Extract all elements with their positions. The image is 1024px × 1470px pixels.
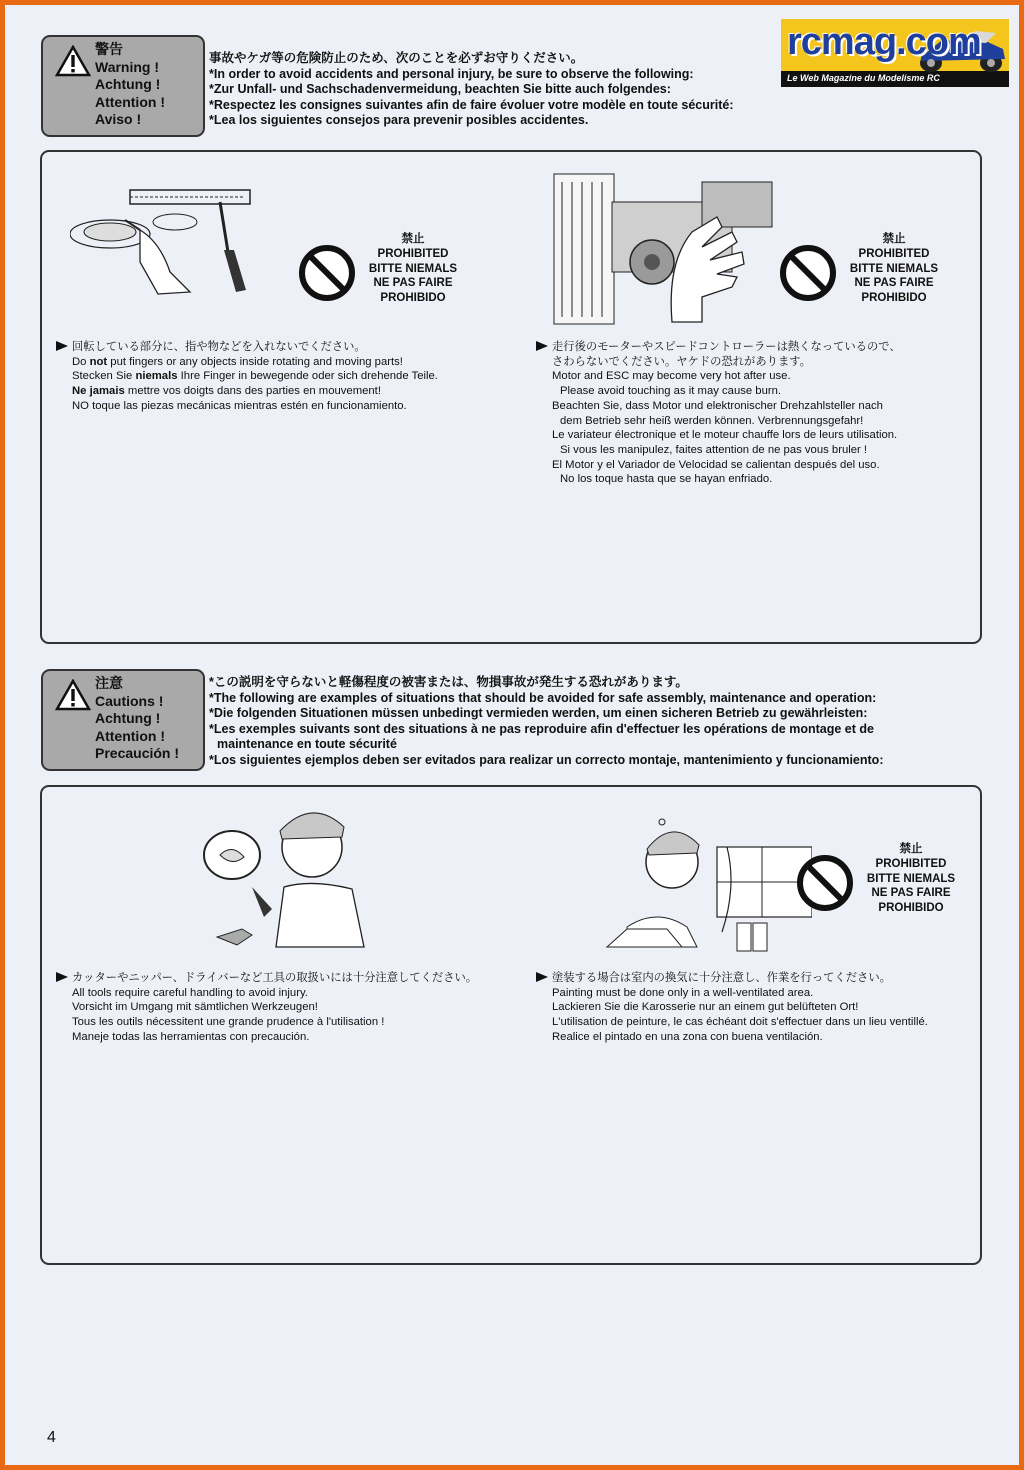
warning-line: *Zur Unfall- und Sachschadenvermeidung, beachten Sie bitte auch folgendes: xyxy=(209,82,671,96)
motor-line: さわらないでください。ヤケドの恐れがあります。 xyxy=(552,355,811,368)
motor-line: Please avoid touching as it may cause burn. xyxy=(560,385,782,398)
prohibited-text xyxy=(358,232,468,306)
painting-illustration xyxy=(587,797,812,967)
prohibited-fr: NE PAS FAIRE xyxy=(871,887,951,900)
painting-text xyxy=(552,971,928,1045)
painting-line: Realice el pintado en una zona con buena ventilación. xyxy=(552,1030,823,1043)
rotating-fr-bold: Ne jamais xyxy=(72,385,125,398)
bullet-arrow-icon xyxy=(536,341,548,351)
warning-label-jp: 警告 xyxy=(95,41,123,57)
rotating-de-line xyxy=(72,369,438,384)
warning-panel xyxy=(40,150,982,644)
motor-line: Beachten Sie, dass Motor und elektronischer Drehzahlsteller nach xyxy=(552,399,883,412)
prohibited-es: PROHIBIDO xyxy=(380,292,446,305)
prohibited-es: PROHIBIDO xyxy=(878,902,944,915)
prohibited-text xyxy=(856,842,966,916)
warning-label-fr: Attention ! xyxy=(95,93,165,110)
caution-line: *Die folgenden Situationen müssen unbedingt vermieden werden, um einen sicheren Betrieb zu gewährleisten: xyxy=(209,706,868,720)
motor-line: Le variateur électronique et le moteur chauffe lors de leurs utilisation. xyxy=(552,429,898,442)
bullet-arrow-icon xyxy=(536,972,548,982)
warning-label-de: Achtung ! xyxy=(95,76,161,92)
tool-injury-illustration xyxy=(192,797,392,967)
tools-line: Vorsicht im Umgang mit sämtlichen Werkzeugen! xyxy=(72,1001,318,1014)
prohibited-en: PROHIBITED xyxy=(858,247,930,260)
painting-line: L'utilisation de peinture, le cas échéant doit s'effectuer dans un lieu ventillé. xyxy=(552,1016,928,1029)
bullet-arrow-icon xyxy=(56,341,68,351)
prohibited-de: BITTE NIEMALS xyxy=(866,872,956,885)
prohibited-jp: 禁止 xyxy=(401,233,425,245)
tools-line: カッターやニッパー、ドライバーなど工具の取扱いには十分注意してください。 xyxy=(72,972,478,984)
prohibited-text xyxy=(839,232,949,306)
warning-label-es: Aviso ! xyxy=(95,111,142,127)
rotating-en-pre: Do xyxy=(72,355,90,368)
logo-main: rcmag.com xyxy=(787,21,981,63)
painting-line: 塗装する場合は室内の換気に十分注意し、作業を行ってください。 xyxy=(552,972,891,984)
prohibited-es: PROHIBIDO xyxy=(861,292,927,305)
caution-triangle-icon xyxy=(55,679,91,711)
motor-line: dem Betrieb sehr heiß werden können. Verbrennungsgefahr! xyxy=(560,414,864,427)
prohibited-jp: 禁止 xyxy=(899,843,923,855)
tools-text xyxy=(72,971,477,1045)
caution-line: *Les exemples suivants sont des situations à ne pas reproduire afin d'effectuer les opérations de montage et de xyxy=(209,721,874,736)
motor-line: El Motor y el Variador de Velocidad se calientan después del uso. xyxy=(552,458,880,471)
warning-labels xyxy=(95,41,165,129)
logo-tagline: Le Web Magazine du Modelisme RC xyxy=(787,73,940,83)
caution-label-jp: 注意 xyxy=(95,675,123,691)
rotating-fr-post: mettre vos doigts dans des parties en mouvement! xyxy=(124,385,381,398)
prohibited-jp: 禁止 xyxy=(882,233,906,245)
rotating-en-line xyxy=(72,355,438,370)
caution-label-de: Achtung ! xyxy=(95,710,161,726)
tools-line: Maneje todas las herramientas con precaución. xyxy=(72,1030,310,1043)
tools-line: Tous les outils nécessitent une grande prudence à l'utilisation ! xyxy=(72,1016,385,1029)
warning-line: 事故やケガ等の危険防止のため、次のことを必ずお守りください。 xyxy=(209,51,584,65)
prohibited-en: PROHIBITED xyxy=(875,857,947,870)
prohibited-icon xyxy=(779,244,837,302)
caution-label-es: Precaución ! xyxy=(95,745,180,761)
rotating-jp: 回転している部分に、指や物などを入れないでください。 xyxy=(72,341,366,353)
caution-label-box xyxy=(41,669,205,771)
caution-label-fr: Attention ! xyxy=(95,727,165,744)
caution-line: maintenance en toute sécurité xyxy=(217,737,397,751)
warning-line: *Respectez les consignes suivantes afin de faire évoluer votre modèle en toute sécurité: xyxy=(209,97,734,112)
painting-line: Painting must be done only in a well-ventilated area. xyxy=(552,986,814,999)
rotating-parts-text xyxy=(72,340,438,414)
prohibited-fr: NE PAS FAIRE xyxy=(854,277,934,290)
prohibited-icon xyxy=(298,244,356,302)
caution-header-text xyxy=(209,675,883,768)
rotating-es-line: NO toque las piezas mecánicas mientras estén en funcionamiento. xyxy=(72,399,407,412)
rotating-de-bold: niemals xyxy=(135,370,178,383)
hot-motor-illustration xyxy=(552,172,777,332)
motor-line: Motor and ESC may become very hot after use. xyxy=(552,370,791,383)
warning-label-box xyxy=(41,35,205,137)
rcmag-logo[interactable] xyxy=(781,19,1009,87)
bullet-arrow-icon xyxy=(56,972,68,982)
tools-line: All tools require careful handling to avoid injury. xyxy=(72,986,308,999)
prohibited-de: BITTE NIEMALS xyxy=(849,262,939,275)
caution-panel xyxy=(40,785,982,1265)
prohibited-en: PROHIBITED xyxy=(377,247,449,260)
caution-labels xyxy=(95,675,179,763)
prohibited-de: BITTE NIEMALS xyxy=(368,262,458,275)
page-number: 4 xyxy=(47,1429,56,1446)
warning-triangle-icon xyxy=(55,45,91,77)
caution-label-en: Cautions ! xyxy=(95,692,164,709)
rotating-parts-illustration xyxy=(70,182,270,302)
rotating-de-post: Ihre Finger in bewegende oder sich drehende Teile. xyxy=(177,370,438,383)
warning-header-text xyxy=(209,51,734,129)
motor-jp-line xyxy=(552,340,901,355)
rotating-de-pre: Stecken Sie xyxy=(72,370,136,383)
motor-line: No los toque hasta que se hayan enfriado. xyxy=(560,473,773,486)
rotating-fr-line xyxy=(72,384,438,399)
motor-line: 走行後のモーターやスピードコントローラーは熱くなっているので、 xyxy=(552,341,901,353)
prohibited-fr: NE PAS FAIRE xyxy=(373,277,453,290)
warning-label-en: Warning ! xyxy=(95,58,160,75)
manual-page xyxy=(5,5,1019,1465)
caution-line: *The following are examples of situations that should be avoided for safe assembly, maintenance and operation: xyxy=(209,690,877,705)
tools-jp-line xyxy=(72,971,477,986)
prohibited-icon xyxy=(796,854,854,912)
hot-motor-text xyxy=(552,340,901,487)
caution-line: *この説明を守らないと軽傷程度の被害または、物損事故が発生する恐れがあります。 xyxy=(209,675,688,689)
painting-line: Lackieren Sie die Karosserie nur an einem gut belüfteten Ort! xyxy=(552,1001,859,1014)
motor-line: Si vous les manipulez, faites attention de ne pas vous bruler ! xyxy=(560,443,868,456)
warning-line: *Lea los siguientes consejos para prevenir posibles accidentes. xyxy=(209,113,589,127)
rotating-en-post: put fingers or any objects inside rotating and moving parts! xyxy=(107,355,403,368)
warning-line: *In order to avoid accidents and personal injury, be sure to observe the following: xyxy=(209,66,694,81)
rotating-en-bold: not xyxy=(89,355,108,368)
painting-jp-line xyxy=(552,971,928,986)
rotating-jp-line xyxy=(72,340,438,355)
caution-line: *Los siguientes ejemplos deben ser evitados para realizar un correcto montaje, mantenimiento y funcionamiento: xyxy=(209,752,884,767)
